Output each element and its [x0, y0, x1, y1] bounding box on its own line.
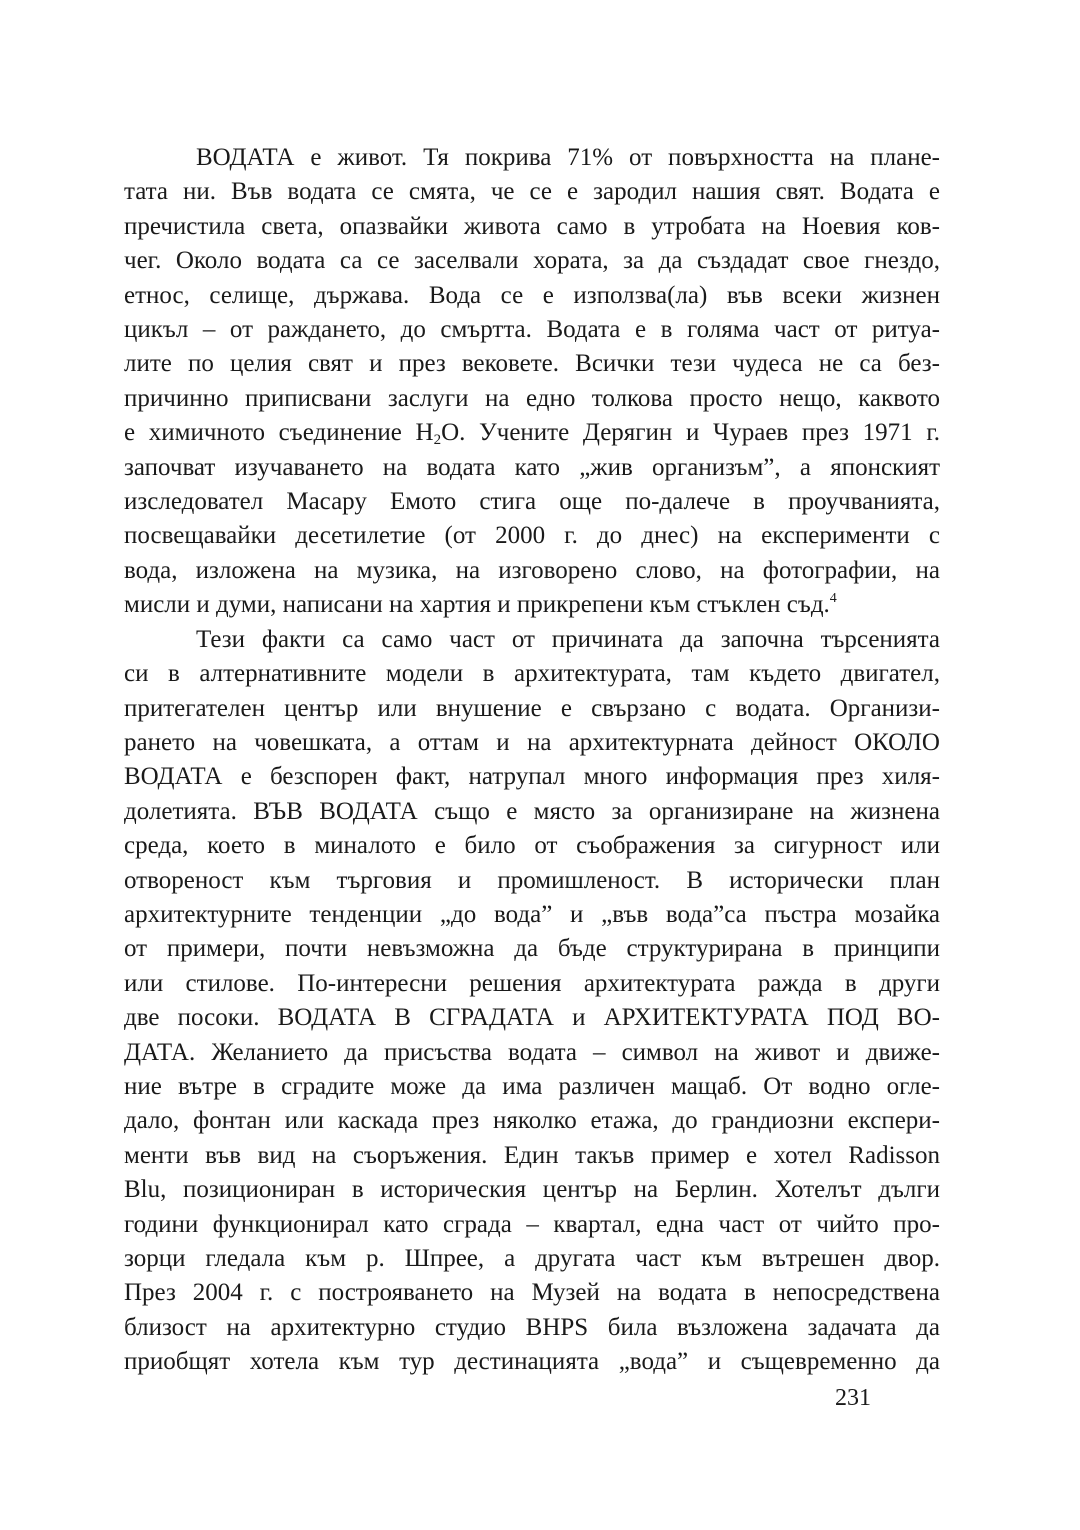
footnote-marker: 4 — [829, 591, 837, 607]
text-line: притегателен център или внушение е свързано с водата. Организи- — [124, 694, 940, 722]
text-line: си в алтернативните модели в архитектурата, там където двигател, — [124, 660, 940, 688]
text-line: приобщят хотела към тур дестинацията „вода” и същевременно да — [124, 1348, 940, 1376]
text-line: ВОДАТА е живот. Тя покрива 71% от повърхността на плане- — [196, 144, 940, 171]
last-line-text: мисли и думи, написани на хартия и прикрепени към стъклен съд. — [124, 591, 830, 619]
paragraph-1 — [124, 141, 940, 623]
text-line: две посоки. ВОДАТА В СГРАДАТА и АРХИТЕКТУРАТА ПОД ВО- — [124, 1004, 940, 1032]
text-line: ние вътре в сградите може да има различен мащаб. От водно огле- — [124, 1072, 940, 1100]
text-line: менти във вид на съоръжения. Един такъв пример е хотел Radisson — [124, 1141, 940, 1169]
text-line: пречистила света, опазвайки живота само в утробата на Ноевия ков- — [124, 212, 940, 240]
text-line-last — [124, 588, 940, 622]
text-line: чег. Около водата са се заселвали хората, за да създадат свое гнездо, — [124, 247, 940, 275]
text-line-formula — [124, 416, 940, 450]
text-line: отвореност към търговия и промишленост. В исторически план — [124, 866, 940, 894]
formula-text-after: О. Учените Дерягин и Чураев през 1971 г. — [441, 419, 940, 447]
text-line: тата ни. Във водата се смята, че се е зародил нашия свят. Водата е — [124, 178, 940, 206]
text-line: зорци гледала към р. Шпрее, а другата част към вътрешен двор. — [124, 1245, 940, 1272]
page-number: 231 — [835, 1385, 871, 1411]
text-line: дало, фонтан или каскада през няколко етажа, до грандиозни експери- — [124, 1107, 940, 1135]
text-line: започват изучаването на водата като „жив организъм”, а японският — [124, 453, 940, 481]
formula-subscript: 2 — [433, 432, 442, 449]
text-line: години функционирал като сграда – квартал, една част от чийто про- — [124, 1210, 940, 1238]
text-line: вода, изложена на музика, на изговорено слово, на фотографии, на — [124, 556, 940, 584]
paragraph-2 — [124, 623, 940, 1380]
text-line: среда, което в миналото е било от съображения за сигурност или — [124, 832, 940, 860]
text-line: етнос, селище, държава. Вода се е използва(ла) във всеки жизнен — [124, 281, 940, 309]
text-line: Тези факти са само част от причината да започна търсенията — [196, 625, 940, 653]
text-line: долетията. ВЪВ ВОДАТА също е място за организиране на жизнена — [124, 797, 940, 825]
text-line: ВОДАТА е безспорен факт, натрупал много информация през хиля- — [124, 763, 940, 791]
text-line: посвещавайки десетилетие (от 2000 г. до днес) на експерименти с — [124, 522, 940, 550]
text-line: цикъл – от раждането, до смъртта. Водата е в голяма част от ритуа- — [124, 316, 940, 344]
text-line: изследовател Масару Емото стига още по-далече в проучванията, — [124, 488, 940, 516]
text-line: ДАТА. Желанието да присъства водата – символ на живот и движе- — [124, 1038, 940, 1066]
formula-text-before: е химичното съединение Н — [124, 419, 434, 447]
text-line: близост на архитектурно студио BHPS била възложена задачата да — [124, 1313, 940, 1341]
text-line: причинно приписвани заслуги на едно толкова просто нещо, каквото — [124, 384, 940, 412]
text-line: архитектурните тенденции „до вода” и „във вода”са пъстра мозайка — [124, 900, 940, 928]
text-line: Blu, позициониран в историческия център на Берлин. Хотелът дълги — [124, 1176, 940, 1204]
body-text — [124, 141, 940, 1380]
text-line: През 2004 г. с построяването на Музей на водата в непосредствена — [124, 1279, 940, 1307]
text-line: лите по целия свят и през вековете. Всички тези чудеса не са без- — [124, 350, 940, 378]
text-line: или стилове. По-интересни решения архитектурата ражда в други — [124, 969, 940, 997]
text-line: рането на човешката, а оттам и на архитектурната дейност ОКОЛО — [124, 728, 940, 756]
text-line: от примери, почти невъзможна да бъде структурирана в принципи — [124, 935, 940, 963]
